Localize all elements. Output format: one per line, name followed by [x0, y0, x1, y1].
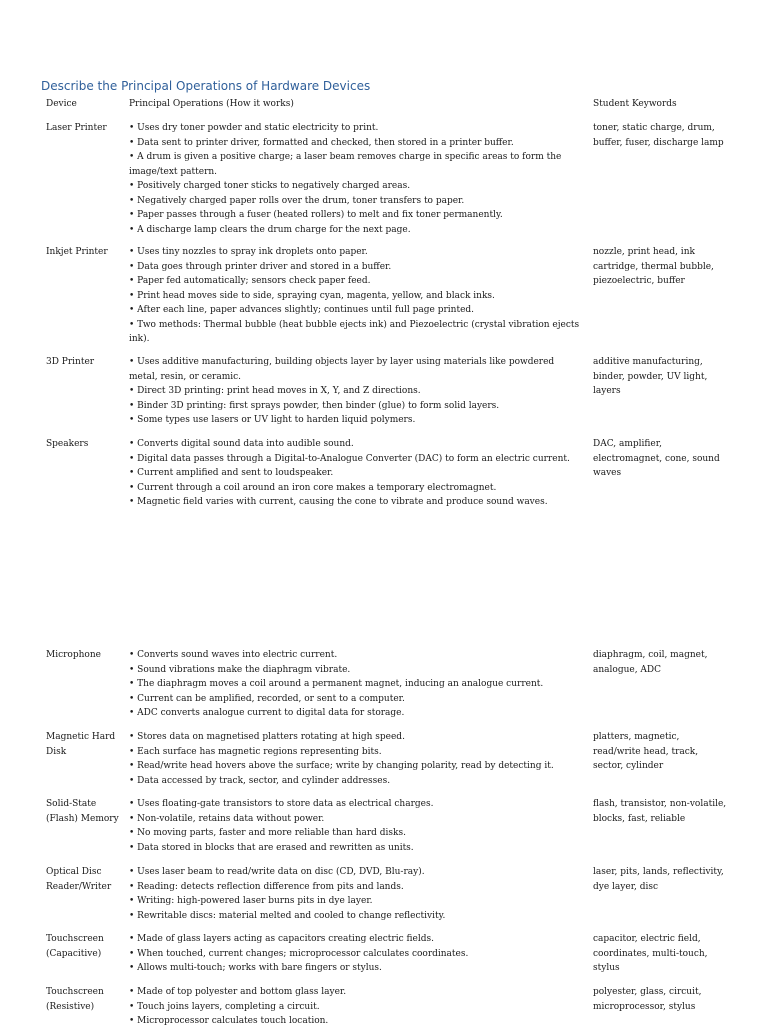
operation-item: • Made of glass layers acting as capacitors creating electric fields.	[129, 934, 434, 944]
operation-item: • Paper passes through a fuser (heated rollers) to melt and fix toner permanently.	[129, 210, 503, 220]
operation-item: • Direct 3D printing: print head moves in X, Y, and Z directions.	[129, 386, 421, 396]
operation-item: • Converts digital sound data into audible sound.	[129, 439, 354, 449]
operation-item: • Binder 3D printing: first sprays powder, then binder (glue) to form solid layers.	[129, 400, 500, 411]
student-keywords: platters, magnetic, read/write head, track, sector, cylinder	[593, 732, 699, 771]
student-keywords: additive manufacturing, binder, powder, UV light, layers	[593, 357, 708, 396]
operation-item: • Magnetic field varies with current, causing the cone to vibrate and produce sound waves.	[129, 497, 548, 507]
student-keywords: flash, transistor, non-volatile, blocks, fast, reliable	[593, 799, 727, 824]
operation-item: • Uses dry toner powder and static electricity to print.	[129, 123, 379, 133]
operation-item: • Current can be amplified, recorded, or sent to a computer.	[129, 693, 405, 704]
operation-item: • Uses additive manufacturing, building objects layer by layer using materials like powdered metal, resin, or ceramic.	[129, 357, 555, 382]
header-operations: Principal Operations (How it works)	[129, 99, 294, 109]
operation-item: • Rewritable discs: material melted and cooled to change reflectivity.	[129, 910, 446, 921]
operation-item: • Touch joins layers, completing a circuit.	[129, 1001, 320, 1012]
operations-list	[129, 121, 581, 237]
operation-item: • A drum is given a positive charge; a laser beam removes charge in specific areas to form the image/text pattern.	[129, 152, 562, 177]
operation-item: • Converts sound waves into electric current.	[129, 650, 338, 660]
operation-item: • After each line, paper advances slightly; continues until full page printed.	[129, 305, 475, 315]
operation-item: • Uses tiny nozzles to spray ink droplets onto paper.	[129, 247, 368, 257]
student-keywords: polyester, glass, circuit, microprocessor, stylus	[593, 987, 702, 1012]
operation-item: • Made of top polyester and bottom glass layer.	[129, 987, 347, 997]
student-keywords: toner, static charge, drum, buffer, fuser, discharge lamp	[593, 123, 724, 148]
operation-item: • Data stored in blocks that are erased and rewritten as units.	[129, 842, 414, 853]
operation-item: • Some types use lasers or UV light to harden liquid polymers.	[129, 415, 416, 425]
operation-item: • Data accessed by track, sector, and cylinder addresses.	[129, 775, 391, 786]
operation-item: • Stores data on magnetised platters rotating at high speed.	[129, 732, 405, 742]
operation-item: • Sound vibrations make the diaphragm vibrate.	[129, 664, 351, 675]
student-keywords: diaphragm, coil, magnet, analogue, ADC	[593, 650, 708, 675]
operation-item: • Uses floating-gate transistors to store data as electrical charges.	[129, 799, 434, 809]
operation-item: • The diaphragm moves a coil around a permanent magnet, inducing an analogue current.	[129, 679, 544, 689]
operations-list	[129, 355, 581, 428]
operation-item: • Digital data passes through a Digital-to-Analogue Converter (DAC) to form an electric current.	[129, 453, 570, 464]
operation-item: • Paper fed automatically; sensors check paper feed.	[129, 276, 371, 286]
device-name: Magnetic Hard Disk	[46, 732, 116, 757]
operation-item: • Print head moves side to side, spraying cyan, magenta, yellow, and black inks.	[129, 290, 495, 301]
device-name: 3D Printer	[46, 357, 95, 367]
operation-item: • Writing: high-powered laser burns pits in dye layer.	[129, 896, 373, 906]
operations-list	[129, 245, 581, 347]
operation-item: • A discharge lamp clears the drum charge for the next page.	[129, 224, 411, 235]
operations-list	[129, 932, 581, 976]
operation-item: • Non-volatile, retains data without power.	[129, 813, 325, 824]
operations-list	[129, 437, 581, 510]
operation-item: • Uses laser beam to read/write data on disc (CD, DVD, Blu-ray).	[129, 867, 425, 877]
operations-list	[129, 797, 581, 855]
operation-item: • Positively charged toner sticks to negatively charged areas.	[129, 181, 411, 191]
student-keywords: DAC, amplifier, electromagnet, cone, sound waves	[593, 439, 720, 478]
operation-item: • Current amplified and sent to loudspeaker.	[129, 468, 334, 478]
operation-item: • Read/write head hovers above the surface; write by changing polarity, read by detecting it.	[129, 761, 554, 771]
operation-item: • ADC converts analogue current to digital data for storage.	[129, 708, 405, 718]
operation-item: • Negatively charged paper rolls over the drum, toner transfers to paper.	[129, 195, 465, 206]
operation-item: • Allows multi-touch; works with bare fingers or stylus.	[129, 963, 382, 973]
operations-list	[129, 865, 581, 923]
operation-item: • Two methods: Thermal bubble (heat bubble ejects ink) and Piezoelectric (crystal vibration ejects ink).	[129, 319, 580, 344]
device-name: Touchscreen (Resistive)	[46, 987, 104, 1012]
operations-list	[129, 648, 581, 721]
operation-item: • Microprocessor calculates touch location.	[129, 1016, 329, 1026]
operation-item: • No moving parts, faster and more reliable than hard disks.	[129, 828, 406, 838]
operation-item: • When touched, current changes; microprocessor calculates coordinates.	[129, 948, 469, 959]
page-title: Describe the Principal Operations of Hardware Devices	[41, 79, 371, 93]
device-name: Solid-State (Flash) Memory	[46, 799, 119, 824]
device-name: Inkjet Printer	[46, 247, 108, 257]
operation-item: • Each surface has magnetic regions representing bits.	[129, 746, 382, 757]
student-keywords: laser, pits, lands, reflectivity, dye layer, disc	[593, 867, 724, 892]
operations-list	[129, 730, 581, 788]
device-name: Optical Disc Reader/Writer	[46, 867, 112, 892]
student-keywords: nozzle, print head, ink cartridge, thermal bubble, piezoelectric, buffer	[593, 247, 714, 286]
student-keywords: capacitor, electric field, coordinates, multi-touch, stylus	[593, 934, 708, 973]
device-name: Microphone	[46, 650, 101, 660]
operation-item: • Current through a coil around an iron core makes a temporary electromagnet.	[129, 482, 497, 493]
header-keywords: Student Keywords	[593, 99, 677, 109]
header-device: Device	[46, 99, 77, 109]
device-name: Laser Printer	[46, 123, 107, 133]
operation-item: • Data sent to printer driver, formatted and checked, then stored in a printer buffer.	[129, 137, 514, 148]
device-name: Touchscreen (Capacitive)	[46, 934, 104, 959]
operation-item: • Data goes through printer driver and stored in a buffer.	[129, 261, 392, 272]
device-name: Speakers	[46, 439, 89, 449]
operation-item: • Reading: detects reflection difference from pits and lands.	[129, 881, 404, 892]
operations-list	[129, 985, 581, 1029]
